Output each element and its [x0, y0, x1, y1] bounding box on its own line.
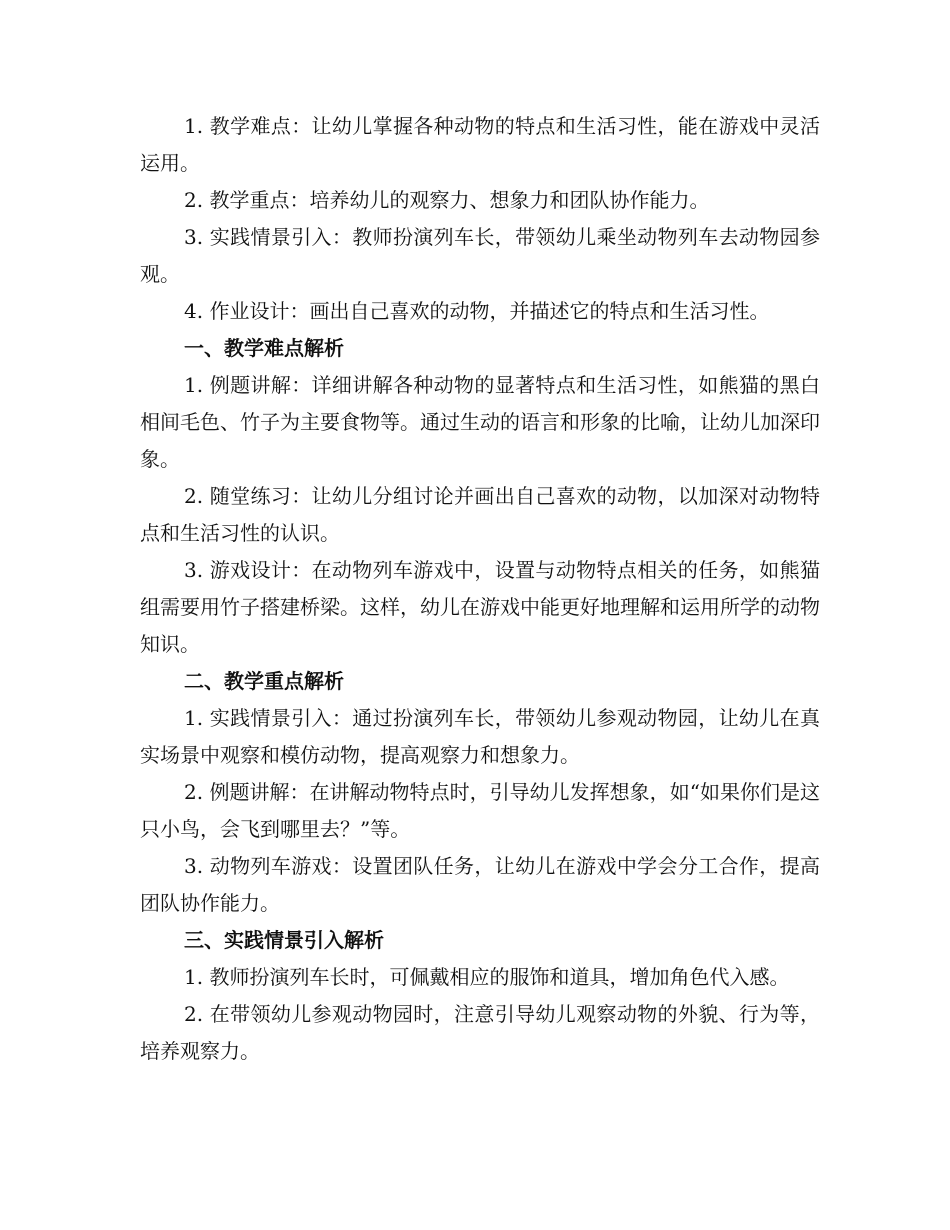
intro-paragraph: 4. 作业设计：画出自己喜欢的动物，并描述它的特点和生活习性。	[184, 299, 770, 323]
section-paragraph: 1. 教师扮演列车长时，可佩戴相应的服饰和道具，增加角色代入感。	[184, 965, 790, 989]
intro-paragraph: 2. 教学重点：培养幼儿的观察力、想象力和团队协作能力。	[184, 188, 710, 212]
intro-section	[140, 108, 820, 330]
section-paragraph: 3. 动物列车游戏：设置团队任务，让幼儿在游戏中学会分工合作，提高团队协作能力。	[140, 854, 820, 915]
section-practice-scenario	[140, 922, 820, 1070]
section-paragraph: 3. 游戏设计：在动物列车游戏中，设置与动物特点相关的任务，如熊猫组需要用竹子搭建桥梁。这样，幼儿在游戏中能更好地理解和运用所学的动物知识。	[140, 558, 820, 656]
section-teaching-difficulties	[140, 330, 820, 663]
section-heading: 一、教学难点解析	[184, 336, 344, 360]
section-heading: 二、教学重点解析	[184, 669, 344, 693]
section-teaching-key-points	[140, 663, 820, 922]
intro-paragraph: 1. 教学难点：让幼儿掌握各种动物的特点和生活习性，能在游戏中灵活运用。	[140, 114, 820, 175]
section-heading: 三、实践情景引入解析	[184, 928, 384, 952]
section-paragraph: 2. 在带领幼儿参观动物园时，注意引导幼儿观察动物的外貌、行为等，培养观察力。	[140, 1002, 820, 1063]
section-paragraph: 1. 例题讲解：详细讲解各种动物的显著特点和生活习性，如熊猫的黑白相间毛色、竹子为主要食物等。通过生动的语言和形象的比喻，让幼儿加深印象。	[140, 373, 820, 471]
section-paragraph: 2. 随堂练习：让幼儿分组讨论并画出自己喜欢的动物，以加深对动物特点和生活习性的认识。	[140, 484, 820, 545]
intro-paragraph: 3. 实践情景引入：教师扮演列车长，带领幼儿乘坐动物列车去动物园参观。	[140, 225, 820, 286]
document-page	[140, 108, 820, 1070]
section-paragraph: 1. 实践情景引入：通过扮演列车长，带领幼儿参观动物园，让幼儿在真实场景中观察和模仿动物，提高观察力和想象力。	[140, 706, 820, 767]
section-paragraph: 2. 例题讲解：在讲解动物特点时，引导幼儿发挥想象，如“如果你们是这只小鸟，会飞到哪里去？”等。	[140, 780, 820, 841]
